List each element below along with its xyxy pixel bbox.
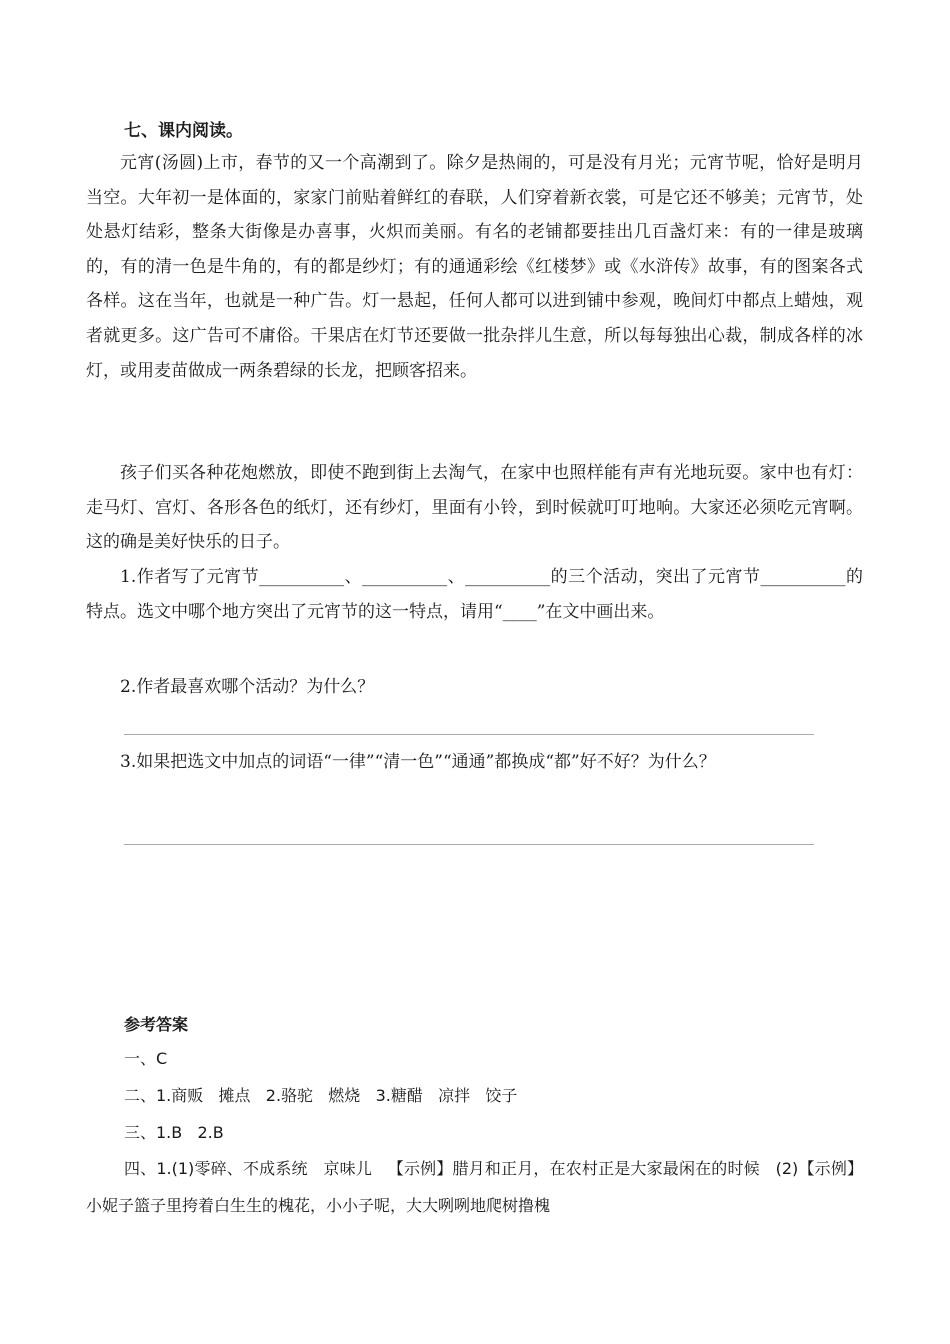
question-1: 1.作者写了元宵节__________、__________、__________的三个活动，突出了元宵节__________的特点。选文中哪个地方突出了元宵节的这一特点，请用“____”在文中画出来。	[86, 567, 863, 622]
section-title: 七、课内阅读。	[124, 121, 243, 141]
answer-paragraph-4: 四、1.(1)零碎、不成系统 京味儿 【示例】腊月和正月，在农村正是大家最闲在的时候 (2)【示例】小妮子篮子里挎着白生生的槐花，小小子呢，大大咧咧地爬树撸槐	[86, 1159, 863, 1215]
answers-title: 参考答案	[124, 1015, 189, 1034]
answer-line-2	[124, 734, 814, 735]
answer-line-item-3: 三、1.B 2.B	[124, 1123, 224, 1142]
answer-line-item-2: 二、1.商贩 摊点 2.骆驼 燃烧 3.糖醋 凉拌 饺子	[124, 1086, 518, 1105]
question-2: 2.作者最喜欢哪个活动？为什么？	[120, 677, 375, 697]
answer-line-3	[124, 844, 814, 845]
passage-paragraph-1: 元宵(汤圆)上市，春节的又一个高潮到了。除夕是热闹的，可是没有月光；元宵节呢，恰好是明月当空。大年初一是体面的，家家门前贴着鲜红的春联，人们穿着新衣裳，可是它还不够美；元宵节，处处悬灯结彩，整条大街像是办喜事，火炽而美丽。有名的老铺都要挂出几百盏灯来：有的一律是玻璃的，有的清一色是牛角的，有的都是纱灯；有的通通彩绘《红楼梦》或《水浒传》故事，有的图案各式各样。这在当年，也就是一种广告。灯一悬起，任何人都可以进到铺中参观，晚间灯中都点上蜡烛，观者就更多。这广告可不庸俗。干果店在灯节还要做一批杂拌儿生意，所以每每独出心裁，制成各样的冰灯，或用麦苗做成一两条碧绿的长龙，把顾客招来。	[86, 153, 863, 381]
question-3: 3.如果把选文中加点的词语“一律”“清一色”“通通”都换成“都”好不好？为什么？	[120, 752, 716, 772]
answer-line-item-1: 一、C	[124, 1049, 168, 1068]
passage-paragraph-2: 孩子们买各种花炮燃放，即使不跑到街上去淘气，在家中也照样能有声有光地玩耍。家中也有灯：走马灯、宫灯、各形各色的纸灯，还有纱灯，里面有小铃，到时候就叮叮地响。大家还必须吃元宵啊。这的确是美好快乐的日子。	[86, 463, 863, 553]
